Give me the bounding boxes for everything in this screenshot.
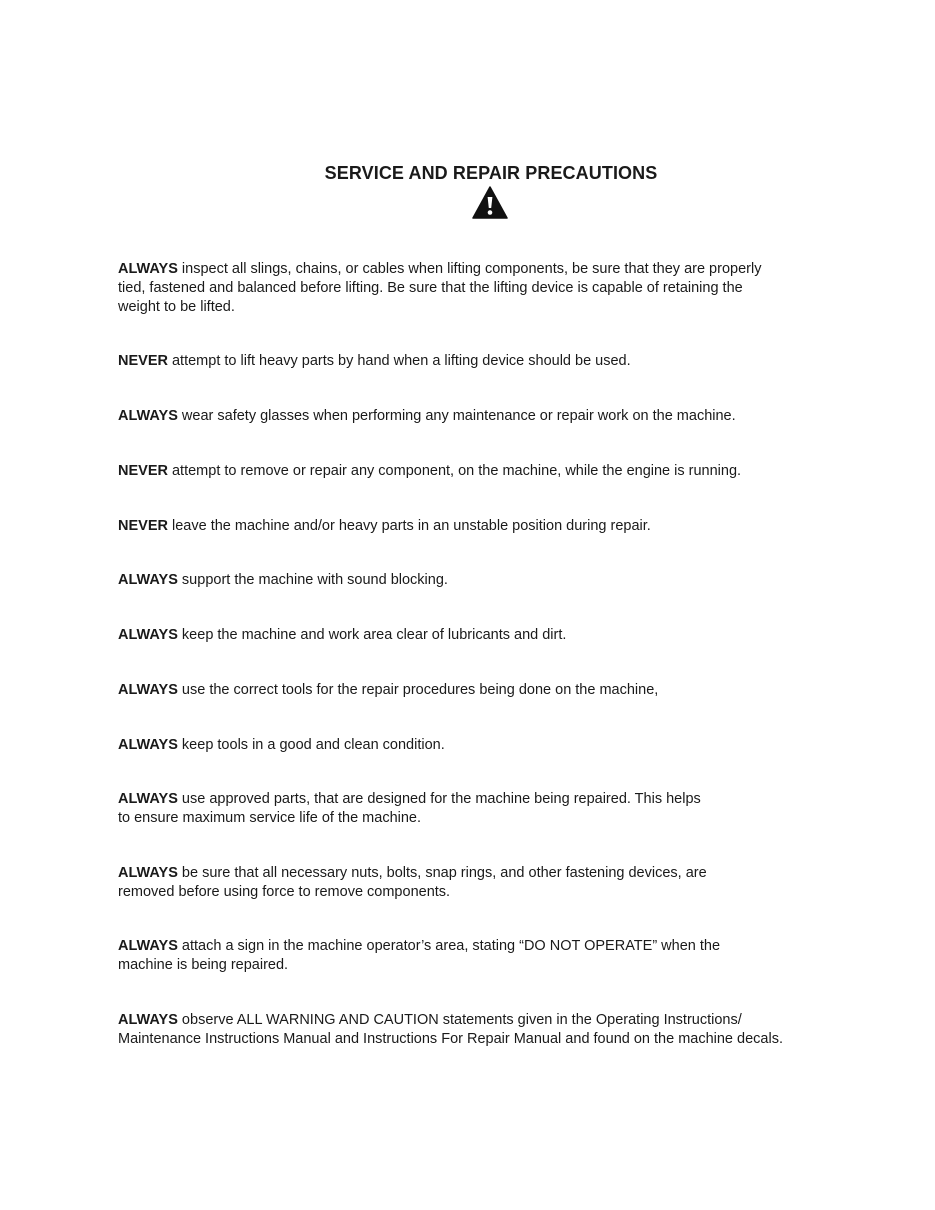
- precaution-text: to ensure maximum service life of the machine.: [118, 810, 422, 826]
- precaution-text: machine is being repaired.: [118, 957, 289, 973]
- precaution-item: [118, 626, 838, 645]
- precaution-item: [118, 462, 838, 481]
- precaution-item: [118, 864, 838, 902]
- precaution-text: tied, fastened and balanced before lifting. Be sure that the lifting device is capable of retaining the: [118, 280, 743, 296]
- precaution-text: leave the machine and/or heavy parts in an unstable position during repair.: [167, 518, 651, 534]
- precaution-item: [118, 517, 838, 536]
- precaution-item: [118, 407, 838, 426]
- precaution-keyword: ALWAYS: [118, 1012, 178, 1028]
- precaution-keyword: ALWAYS: [118, 865, 178, 881]
- precaution-keyword: ALWAYS: [118, 408, 178, 424]
- precaution-item: [118, 736, 838, 755]
- precaution-keyword: ALWAYS: [118, 572, 178, 588]
- precaution-keyword: ALWAYS: [118, 938, 178, 954]
- precaution-text: observe ALL WARNING AND CAUTION statements given in the Operating Instructions/: [177, 1012, 742, 1028]
- precaution-item: [118, 790, 838, 828]
- precaution-text: keep the machine and work area clear of lubricants and dirt.: [177, 627, 567, 643]
- precaution-text: attach a sign in the machine operator’s area, stating “DO NOT OPERATE” when the: [177, 938, 721, 954]
- precaution-keyword: ALWAYS: [118, 261, 178, 277]
- precaution-keyword: ALWAYS: [118, 682, 178, 698]
- precaution-item: [118, 571, 838, 590]
- precaution-text: use approved parts, that are designed for the machine being repaired. This helps: [177, 791, 701, 807]
- precaution-keyword: NEVER: [118, 463, 168, 479]
- precaution-item: [118, 681, 838, 700]
- warning-triangle-icon: [472, 186, 508, 219]
- precaution-text: keep tools in a good and clean condition.: [177, 737, 445, 753]
- precaution-item: [118, 352, 838, 371]
- precaution-text: wear safety glasses when performing any maintenance or repair work on the machine.: [177, 408, 736, 424]
- precaution-keyword: ALWAYS: [118, 737, 178, 753]
- page-title: SERVICE AND REPAIR PRECAUTIONS: [324, 163, 658, 183]
- precaution-keyword: NEVER: [118, 353, 168, 369]
- precaution-item: [118, 260, 838, 317]
- precaution-text: attempt to lift heavy parts by hand when a lifting device should be used.: [167, 353, 631, 369]
- precaution-keyword: ALWAYS: [118, 627, 178, 643]
- precaution-item: [118, 937, 838, 975]
- precaution-text: support the machine with sound blocking.: [177, 572, 448, 588]
- precaution-text: inspect all slings, chains, or cables when lifting components, be sure that they are properly: [177, 261, 762, 277]
- precaution-text: weight to be lifted.: [118, 299, 235, 315]
- precaution-keyword: NEVER: [118, 518, 168, 534]
- precaution-text: removed before using force to remove components.: [118, 884, 451, 900]
- precaution-keyword: ALWAYS: [118, 791, 178, 807]
- precaution-text: attempt to remove or repair any component, on the machine, while the engine is running.: [167, 463, 742, 479]
- precaution-text: use the correct tools for the repair procedures being done on the machine,: [177, 682, 659, 698]
- precaution-text: Maintenance Instructions Manual and Instructions For Repair Manual and found on the machine decals.: [118, 1031, 783, 1047]
- precaution-text: be sure that all necessary nuts, bolts, snap rings, and other fastening devices, are: [177, 865, 707, 881]
- precaution-item: [118, 1011, 838, 1049]
